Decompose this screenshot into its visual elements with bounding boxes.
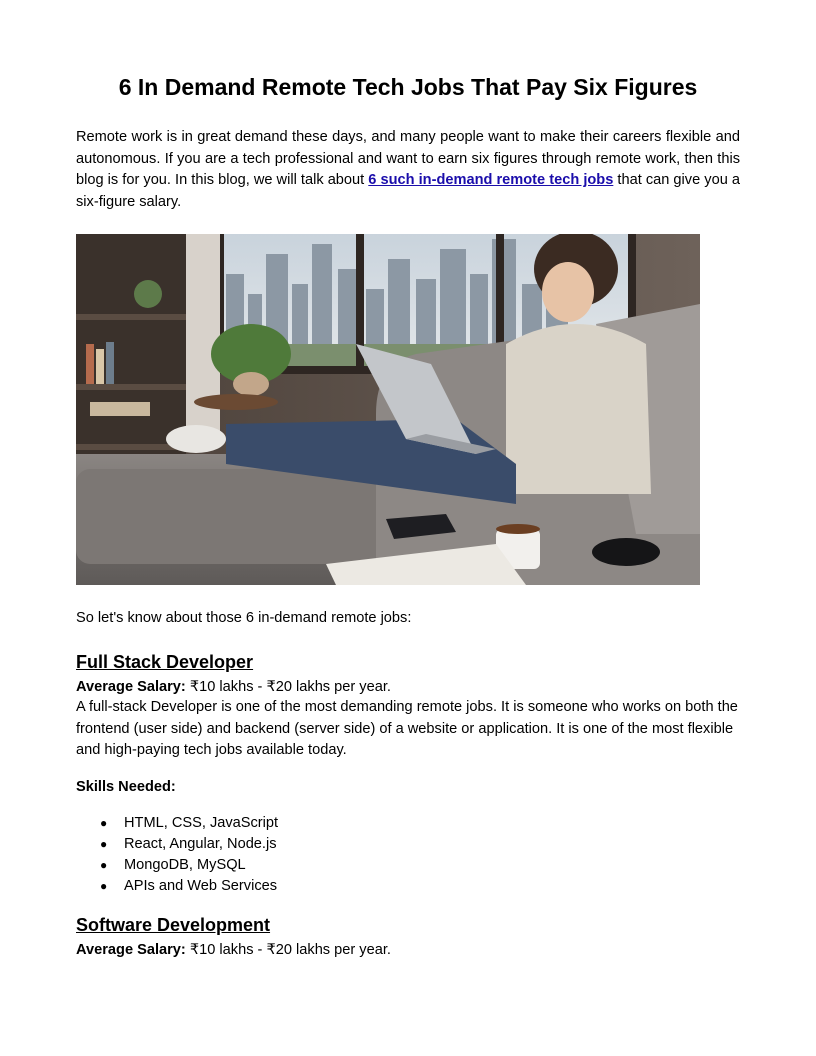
salary-line-software-dev <box>76 940 740 962</box>
list-item: ● HTML, CSS, JavaScript <box>76 813 278 834</box>
intro-paragraph <box>76 127 740 213</box>
section-heading-full-stack: Full Stack Developer <box>76 652 254 672</box>
bullet-icon: ● <box>100 879 108 893</box>
lead-in-text: So let's know about those 6 in-demand remote jobs: <box>76 610 412 626</box>
intro-text-after: that can give you a six-figure salary. <box>76 172 741 210</box>
list-item: ● MongoDB, MySQL <box>76 855 278 876</box>
jobs-link[interactable]: 6 such in-demand remote tech jobs <box>368 172 614 188</box>
salary-label: Average Salary: <box>76 942 186 958</box>
intro-text-before: Remote work is in great demand these days, and many people want to make their careers flexible and autonomous. If you are a tech professional and want to earn six figures through remote work, then this blog is for you. In this blog, we will talk about <box>76 129 740 188</box>
list-item: ● React, Angular, Node.js <box>76 834 278 855</box>
bullet-icon: ● <box>100 816 108 830</box>
page-title: 6 In Demand Remote Tech Jobs That Pay Six Figures <box>118 74 698 100</box>
salary-value: ₹10 lakhs - ₹20 lakhs per year. <box>185 679 391 695</box>
bullet-icon: ● <box>100 858 108 872</box>
bullet-icon: ● <box>100 837 108 851</box>
skills-label: Skills Needed: <box>76 779 176 795</box>
salary-value: ₹10 lakhs - ₹20 lakhs per year. <box>185 942 391 958</box>
skills-list <box>76 813 278 897</box>
section-heading-software-dev: Software Development <box>76 915 271 935</box>
hero-image <box>76 234 700 585</box>
salary-line-full-stack <box>76 677 740 699</box>
list-item: ● APIs and Web Services <box>76 876 278 897</box>
salary-label: Average Salary: <box>76 679 186 695</box>
full-stack-description: A full-stack Developer is one of the most demanding remote jobs. It is someone who works on both the frontend (user side) and backend (server side) of a website or application. It is one of the most flexible and high-paying tech jobs available today. <box>76 699 738 758</box>
